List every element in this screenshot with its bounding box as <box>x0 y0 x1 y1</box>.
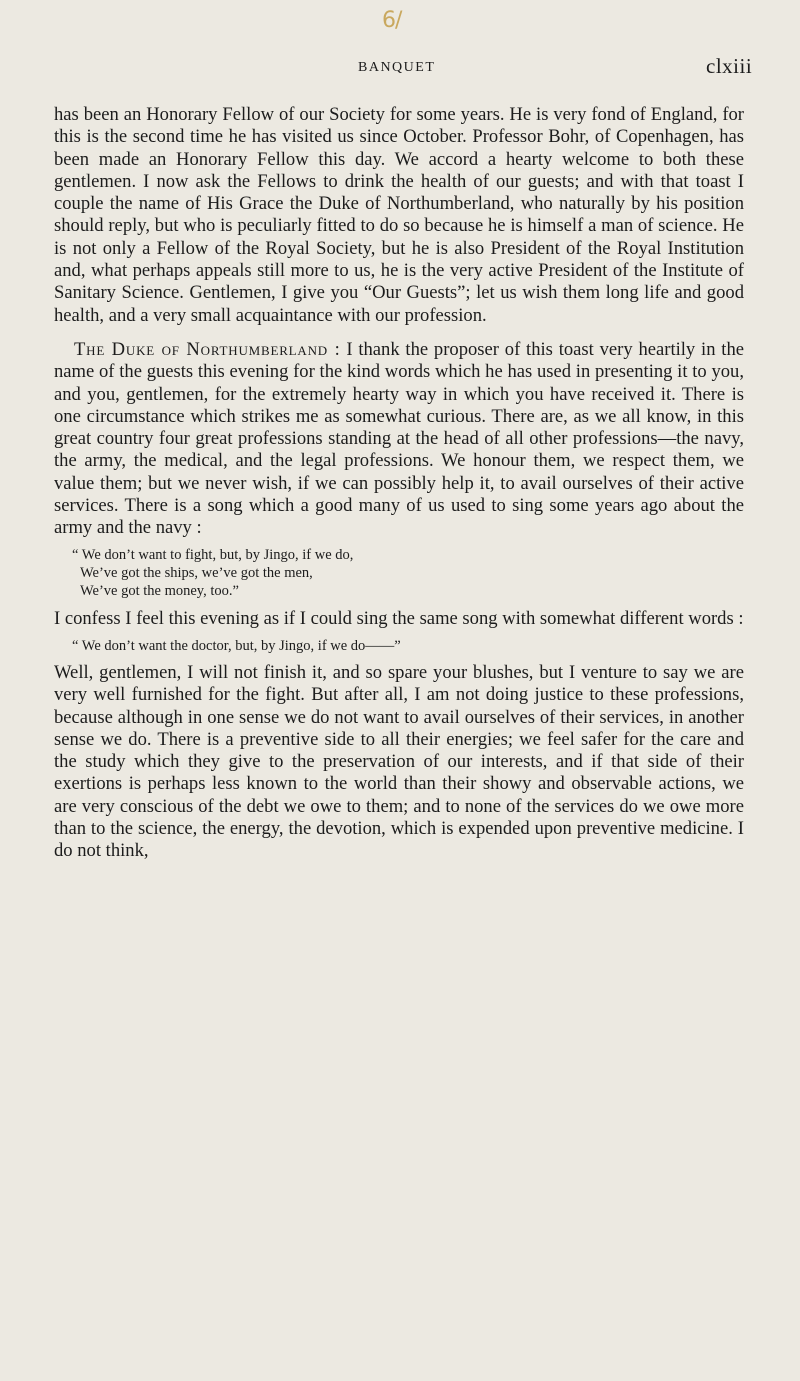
paragraph-confession: I confess I feel this evening as if I could sing the same song with somewhat different words : <box>54 607 744 629</box>
paragraph-duke-reply-text: I thank the proposer of this toast very heartily in the name of the guests this evening for the kind words which he has used in presenting it to you, and you, gentlemen, for the extremely hearty way in which you have received it. There is one circumstance which strikes me as somewhat curious. There are, as we all know, in this great country four great professions standing at the head of all other professions—the navy, the army, the medical, and the legal professions. We honour them, we respect them, we value them; but we never wish, if we can possibly help it, to avail ourselves of their active services. There is a song which a good many of us used to sing some years ago about the army and the navy : <box>54 338 744 539</box>
verse-parody: “ We don’t want the doctor, but, by Jingo, if we do——” <box>72 637 401 654</box>
verse-line: “ We don’t want to fight, but, by Jingo, if we do, <box>72 546 354 563</box>
page-number: clxiii <box>706 54 753 78</box>
verse-line: We’ve got the money, too.” <box>80 582 239 599</box>
running-head: BANQUET <box>358 60 436 75</box>
verse-quotation <box>72 546 744 600</box>
paragraph-preventive-medicine: Well, gentlemen, I will not finish it, and so spare your blushes, but I venture to say we are very well furnished for the fight. But after all, I am not doing justice to these professions, because although in one sense we do not want to avail ourselves of their services, in another sense we do. There is a preventive side to all their energies; we feel safer for the care and the study which they give to the preservation of our interests, and if that side of their exertions is perhaps less known to the world than their showy and observable actions, we are very conscious of the debt we owe to them; and to none of the services do we owe more than to the science, the energy, the devotion, which is expended upon preventive medicine. I do not think, <box>54 661 744 862</box>
verse-line: We’ve got the ships, we’ve got the men, <box>80 564 313 581</box>
paragraph-duke-reply <box>54 339 744 540</box>
handwritten-mark: 6/ <box>382 8 402 33</box>
body-text <box>54 104 744 863</box>
speaker-name: The Duke of Northumberland : <box>74 338 341 360</box>
paragraph-chairman-closing: has been an Honorary Fellow of our Society for some years. He is very fond of England, for this is the second time he has visited us since October. Professor Bohr, of Copenhagen, has been made an Honorary Fellow this day. We accord a hearty welcome to both these gentlemen. I now ask the Fellows to drink the health of our guests; and with that toast I couple the name of His Grace the Duke of Northumberland, who naturally by his position should reply, but who is peculiarly fitted to do so because he is himself a man of science. He is not only a Fellow of the Royal Society, but he is also President of the Royal Institution and, what perhaps appeals still more to us, he is the very active President of the Institute of Sanitary Science. Gentlemen, I give you “Our Guests”; let us wish them long life and good health, and a very small acquaintance with our profession. <box>54 104 744 326</box>
page-header <box>0 54 800 84</box>
